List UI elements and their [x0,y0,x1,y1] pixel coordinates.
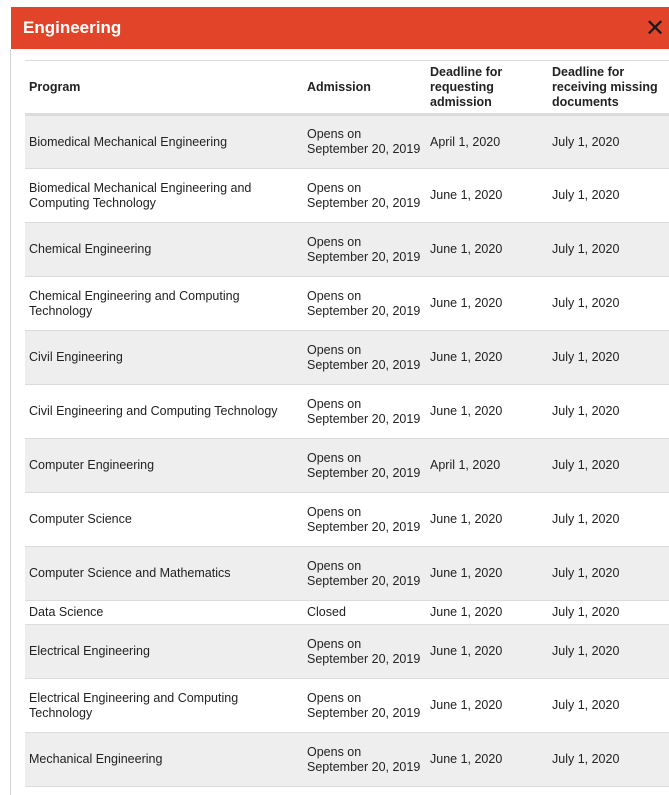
deadline-documents-cell: July 1, 2020 [552,134,620,149]
program-cell: Data Science [29,605,104,619]
program-cell: Computer Science and Mathematics [29,566,231,580]
deadline-request-cell: April 1, 2020 [430,134,501,149]
admission-cell: Opens on September 20, 2019 [307,127,421,156]
column-header-admission: Admission [307,79,371,94]
deadline-documents-cell: July 1, 2020 [552,566,620,580]
deadline-request-cell: June 1, 2020 [430,566,503,580]
column-header-program: Program [29,79,81,94]
deadline-documents-cell: July 1, 2020 [552,698,620,712]
dialog-title: Engineering [23,18,122,37]
deadline-request-cell: June 1, 2020 [430,644,503,658]
table-header [25,61,669,115]
admission-cell: Opens on September 20, 2019 [307,396,421,426]
table-row [25,169,669,223]
table-row [25,679,669,733]
table-row [25,625,669,679]
deadline-documents-cell: July 1, 2020 [552,458,620,472]
program-cell: Biomedical Mechanical Engineering and Computing Technology [29,180,252,210]
program-cell: Computer Engineering [29,458,155,472]
admission-cell: Opens on September 20, 2019 [307,558,421,588]
admission-cell: Closed [307,605,346,619]
header-row [25,61,669,115]
close-icon[interactable]: ✕ [645,15,666,42]
deadlines-table [25,60,669,787]
deadline-documents-cell: July 1, 2020 [552,188,620,202]
dialog-border [10,49,11,795]
column-header-deadline-documents: Deadline for receiving missing documents [552,64,658,109]
table-row [25,223,669,277]
table-row [25,493,669,547]
deadline-request-cell: June 1, 2020 [430,698,503,712]
admission-cell: Opens on September 20, 2019 [307,690,421,720]
deadline-documents-cell: July 1, 2020 [552,605,620,619]
admission-cell: Opens on September 20, 2019 [307,342,421,372]
deadline-request-cell: April 1, 2020 [430,458,501,472]
admission-cell: Opens on September 20, 2019 [307,288,421,318]
deadlines-table-container [25,60,669,787]
deadline-request-cell: June 1, 2020 [430,752,503,766]
program-cell: Mechanical Engineering [29,752,163,766]
table-row [25,115,669,169]
table-body [25,115,669,787]
deadline-documents-cell: July 1, 2020 [552,404,620,418]
deadline-documents-cell: July 1, 2020 [552,242,620,256]
admission-cell: Opens on September 20, 2019 [307,234,421,264]
program-cell: Chemical Engineering [29,242,152,256]
deadline-request-cell: June 1, 2020 [430,350,503,364]
program-cell: Computer Science [29,512,132,526]
deadline-documents-cell: July 1, 2020 [552,512,620,526]
table-row [25,733,669,787]
table-row [25,547,669,601]
deadline-documents-cell: July 1, 2020 [552,296,620,310]
table-row [25,601,669,625]
deadline-request-cell: June 1, 2020 [430,404,503,418]
table-row [25,277,669,331]
deadline-request-cell: June 1, 2020 [430,296,503,310]
deadline-documents-cell: July 1, 2020 [552,752,620,766]
program-cell: Electrical Engineering [29,644,150,658]
table-row [25,385,669,439]
deadline-request-cell: June 1, 2020 [430,512,503,526]
admission-cell: Opens on September 20, 2019 [307,450,421,480]
program-cell: Biomedical Mechanical Engineering [29,134,228,149]
column-header-deadline-request: Deadline for requesting admission [430,64,503,109]
table-row [25,439,669,493]
table-row [25,331,669,385]
program-cell: Electrical Engineering and Computing Technology [29,690,239,720]
deadline-documents-cell: July 1, 2020 [552,350,620,364]
deadline-request-cell: June 1, 2020 [430,188,503,202]
program-cell: Chemical Engineering and Computing Technology [29,288,240,318]
deadline-request-cell: June 1, 2020 [430,242,503,256]
admission-cell: Opens on September 20, 2019 [307,180,421,210]
dialog-header [11,7,669,49]
deadline-request-cell: June 1, 2020 [430,605,503,619]
admission-cell: Opens on September 20, 2019 [307,744,421,774]
admission-cell: Opens on September 20, 2019 [307,504,421,534]
program-cell: Civil Engineering [29,350,123,364]
admission-cell: Opens on September 20, 2019 [307,636,421,666]
program-cell: Civil Engineering and Computing Technology [29,404,278,418]
deadline-documents-cell: July 1, 2020 [552,644,620,658]
